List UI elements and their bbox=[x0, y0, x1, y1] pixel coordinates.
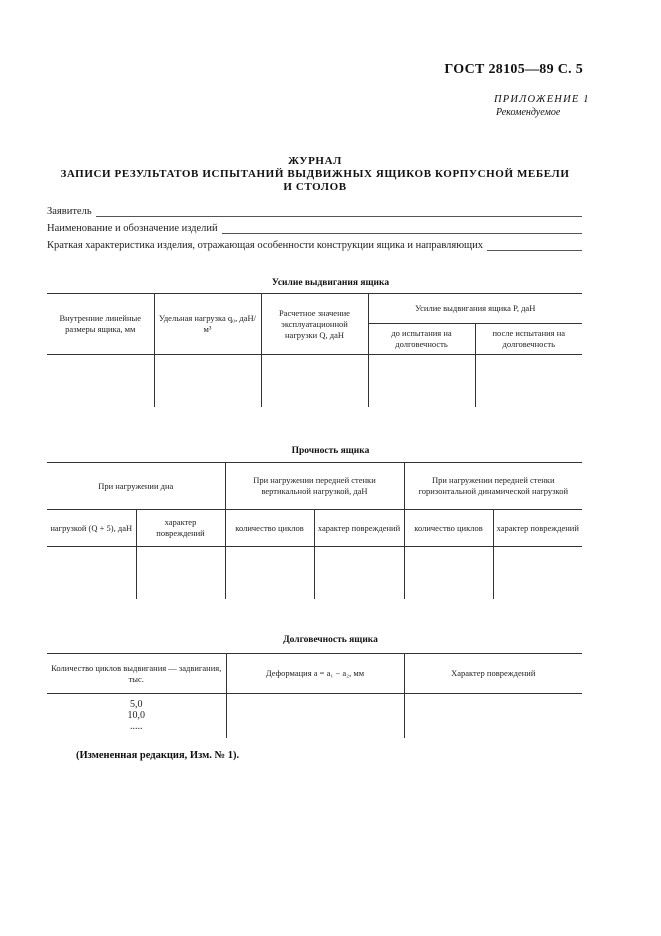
pull-force-table bbox=[47, 293, 582, 407]
table-cell[interactable] bbox=[475, 355, 582, 407]
col-damage-nature: Характер повреждений bbox=[451, 668, 536, 678]
col-internal-dimensions: Внутренние линейные размеры ящика, мм bbox=[47, 294, 154, 355]
table2-title: Прочность ящика bbox=[291, 446, 370, 456]
journal-subtitle-end: И СТОЛОВ bbox=[283, 181, 347, 193]
amendment-note: (Измененная редакция, Изм. № 1). bbox=[76, 750, 240, 761]
group-vertical-loading: При нагружении передней стенки вертикальной нагрузкой, даН bbox=[225, 463, 404, 510]
short-description-field[interactable] bbox=[47, 240, 582, 251]
cycle-value: 5,0 bbox=[130, 699, 143, 711]
table-row bbox=[47, 355, 582, 407]
table3-title: Долговечность ящика bbox=[283, 635, 378, 645]
table-cell[interactable] bbox=[225, 547, 314, 599]
short-description-label: Краткая характеристика изделия, отражающая особенности конструкции ящика и направляющих bbox=[47, 240, 484, 251]
document-reference: ГОСТ 28105—89 С. 5 bbox=[444, 62, 583, 77]
table1-title: Усилие выдвигания ящика bbox=[271, 278, 390, 288]
appendix-status: Рекомендуемое bbox=[496, 107, 561, 118]
col-operational-load: Расчетное значение эксплуатационной нагрузки Q, даН bbox=[261, 294, 368, 355]
cycle-values-cell bbox=[47, 694, 226, 738]
applicant-field[interactable] bbox=[47, 206, 582, 217]
table-cell[interactable] bbox=[47, 355, 154, 407]
product-name-label: Наименование и обозначение изделий bbox=[47, 223, 218, 234]
table-cell[interactable] bbox=[261, 355, 368, 407]
table-cell[interactable] bbox=[368, 355, 475, 407]
table-row bbox=[47, 694, 582, 738]
table-row bbox=[47, 547, 582, 599]
table-cell[interactable] bbox=[154, 355, 261, 407]
table-cell[interactable] bbox=[493, 547, 582, 599]
col-damage-nature-3: характер повреждений bbox=[496, 522, 579, 533]
col-damage-nature-1: характер повреждений bbox=[136, 510, 225, 547]
group-bottom-loading: При нагружении дна bbox=[47, 463, 225, 510]
col-specific-load: Удельная нагрузка q₀, даН/м³ bbox=[154, 294, 261, 355]
col-cycles-2: количество циклов bbox=[404, 510, 493, 547]
strength-table bbox=[47, 462, 582, 599]
journal-subtitle: ЗАПИСИ РЕЗУЛЬТАТОВ ИСПЫТАНИЙ ВЫДВИЖНЫХ ЯЩИКОВ КОРПУСНОЙ МЕБЕЛИ bbox=[60, 168, 570, 180]
applicant-label: Заявитель bbox=[47, 206, 92, 217]
table-cell[interactable] bbox=[136, 547, 225, 599]
col-cycles-1: количество циклов bbox=[225, 510, 314, 547]
col-group-pull-force: Усилие выдвигания ящика P, даН bbox=[368, 294, 582, 324]
col-after-durability: после испытания на долговечность bbox=[492, 328, 566, 349]
product-name-blank-line bbox=[222, 224, 582, 234]
col-damage-nature-2: характер повреждений bbox=[314, 510, 404, 547]
table-cell[interactable] bbox=[226, 694, 404, 738]
applicant-blank-line bbox=[96, 207, 582, 217]
cycle-value: 10,0 bbox=[127, 710, 145, 722]
durability-table bbox=[47, 653, 582, 738]
col-before-durability: до испытания на долговечность bbox=[368, 324, 475, 355]
appendix-label: ПРИЛОЖЕНИЕ 1 bbox=[494, 94, 590, 105]
journal-title: ЖУРНАЛ bbox=[288, 155, 342, 167]
col-cycle-count: Количество циклов выдвигания — задвигания, тыс. bbox=[47, 654, 226, 694]
table-cell[interactable] bbox=[47, 547, 136, 599]
group-horizontal-dynamic-loading: При нагружении передней стенки горизонтальной динамической нагрузкой bbox=[418, 475, 568, 496]
col-deformation: Деформация a = a₁ − a₂, мм bbox=[226, 654, 404, 694]
table-cell[interactable] bbox=[404, 694, 582, 738]
col-load-q5: нагрузкой (Q + 5), даН bbox=[47, 510, 136, 547]
table-cell[interactable] bbox=[404, 547, 493, 599]
table-cell[interactable] bbox=[314, 547, 404, 599]
short-description-blank-line bbox=[487, 241, 582, 251]
product-name-field[interactable] bbox=[47, 223, 582, 234]
cycle-value: ..... bbox=[130, 721, 143, 733]
